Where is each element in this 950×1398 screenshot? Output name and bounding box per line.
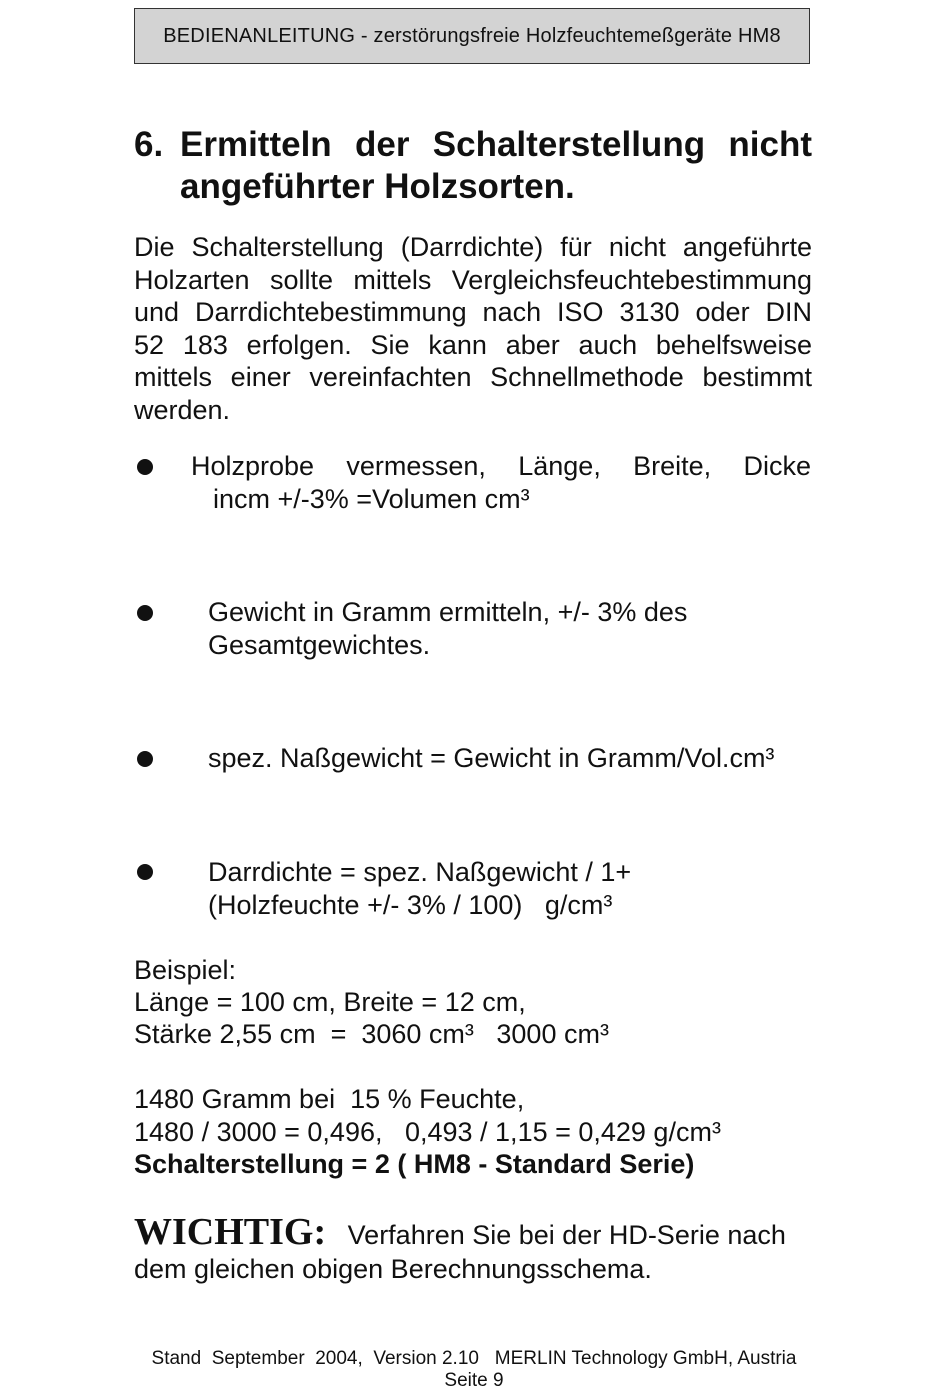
example-result: Schalterstellung = 2 ( HM8 - Standard Serie): [134, 1149, 695, 1179]
bullet-line1: spez. Naßgewicht = Gewicht in Gramm/Vol.cm³: [208, 743, 775, 773]
bullet-item: [208, 856, 631, 921]
intro-line: mittels einer vereinfachten Schnellmethode bestimmt: [134, 362, 812, 393]
bullet-line1: Holzprobe vermessen, Länge, Breite, Dicke: [191, 451, 811, 481]
example-line: 1480 Gramm bei 15 % Feuchte,: [134, 1084, 525, 1114]
bullet-line2: incm +/-3% =Volumen cm³: [213, 483, 530, 514]
note-line: [134, 1210, 786, 1257]
intro-line: werden.: [134, 394, 231, 425]
section-heading: [134, 124, 812, 208]
footer-line1: Stand September 2004, Version 2.10 MERLIN Technology GmbH, Austria: [151, 1348, 797, 1369]
header-title: BEDIENANLEITUNG - zerstörungsfreie Holzfeuchtemeßgeräte HM8: [163, 24, 781, 47]
bullet-dot-icon: [137, 751, 153, 767]
example-line: Stärke 2,55 cm = 3060 cm³ 3000 cm³: [134, 1019, 609, 1049]
intro-line: 52 183 erfolgen. Sie kann aber auch behelfsweise: [134, 329, 812, 360]
example-line: 1480 / 3000 = 0,496, 0,493 / 1,15 = 0,429 g/cm³: [134, 1117, 721, 1147]
bullet-line2: Gesamtgewichtes.: [208, 629, 431, 660]
bullet-item: [191, 450, 811, 515]
section-number: 6.: [134, 125, 164, 164]
bullet-dot-icon: [137, 605, 153, 621]
bullet-line1: Gewicht in Gramm ermitteln, +/- 3% des: [208, 597, 688, 627]
note-label: WICHTIG:: [134, 1211, 327, 1253]
page-footer: [134, 1348, 814, 1392]
section-title-line2: angeführter Holzsorten.: [180, 167, 575, 206]
bullet-line1: Darrdichte = spez. Naßgewicht / 1+: [208, 857, 632, 887]
page-number: Seite 9: [444, 1370, 504, 1391]
bullet-line2: (Holzfeuchte +/- 3% / 100) g/cm³: [208, 889, 613, 920]
intro-paragraph: [134, 231, 812, 427]
intro-line: und Darrdichtebestimmung nach ISO 3130 oder DIN: [134, 297, 812, 328]
page-header: [134, 8, 810, 64]
note-text: Verfahren Sie bei der HD-Serie nach: [347, 1220, 786, 1250]
intro-line: Holzarten sollte mittels Vergleichsfeuchtebestimmung: [134, 264, 812, 295]
bullet-item: [208, 742, 774, 775]
note-text-line2: dem gleichen obigen Berechnungsschema.: [134, 1254, 652, 1284]
intro-line: Die Schalterstellung (Darrdichte) für nicht angeführte: [134, 232, 812, 262]
example-line: Länge = 100 cm, Breite = 12 cm,: [134, 987, 526, 1017]
section-title-line1: Ermitteln der Schalterstellung nicht: [180, 125, 812, 164]
bullet-dot-icon: [137, 864, 153, 880]
bullet-dot-icon: [137, 459, 153, 475]
example-label: Beispiel:: [134, 955, 237, 985]
bullet-item: [208, 596, 687, 661]
